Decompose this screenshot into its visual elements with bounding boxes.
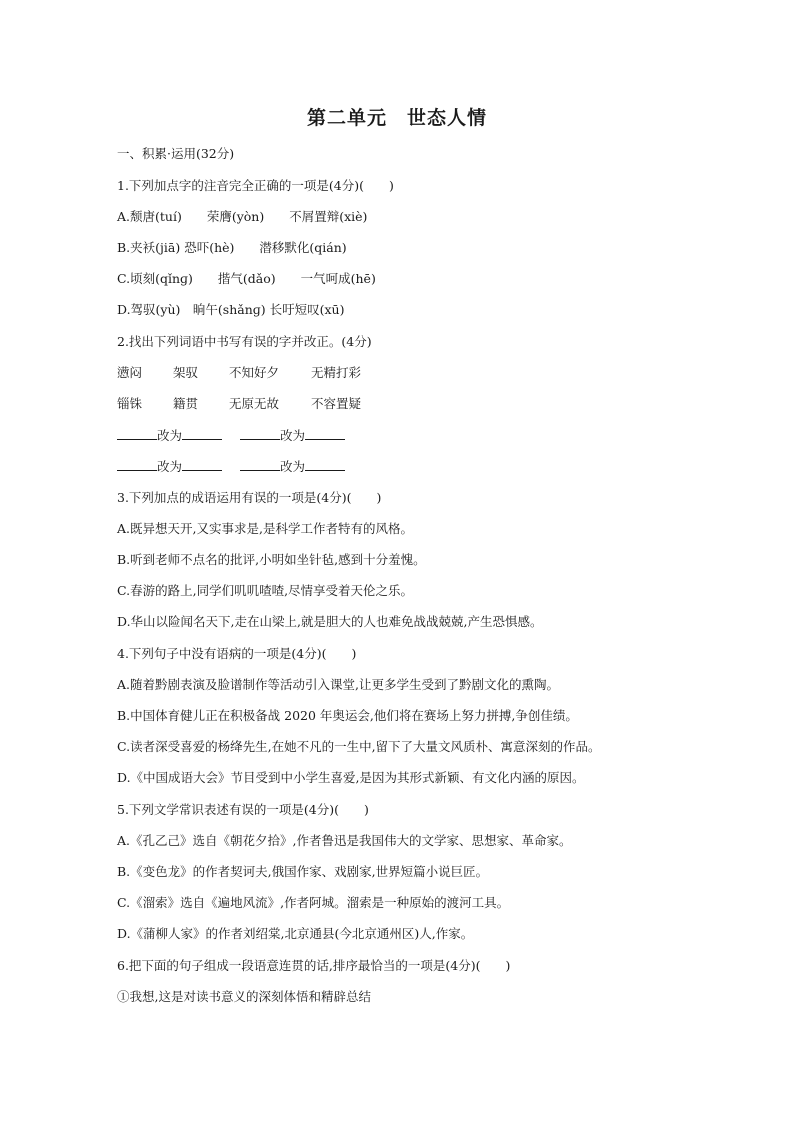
section-heading: 一、积累·运用(32分) (117, 146, 235, 161)
word: 锱铢 (117, 396, 143, 411)
question-3-option-a: A.既异想天开,又实事求是,是科学工作者特有的风格。 (117, 521, 413, 536)
question-5-option-b: B.《变色龙》的作者契诃夫,俄国作家、戏剧家,世界短篇小说巨匠。 (117, 864, 489, 879)
question-1-stem: 1.下列加点字的注音完全正确的一项是(4分)( ) (117, 178, 394, 193)
fill-label: 改为 (157, 428, 183, 443)
page-title: 第二单元 世态人情 (306, 107, 487, 129)
question-5-option-d: D.《蒲柳人家》的作者刘绍棠,北京通县(今北京通州区)人,作家。 (117, 926, 474, 941)
question-1-option-a: A.颓唐(tuí) 荣膺(yòn) 不屑置辩(xiè) (117, 209, 368, 224)
answer-blank[interactable] (182, 458, 222, 471)
question-6-stem: 6.把下面的句子组成一段语意连贯的话,排序最恰当的一项是(4分)( ) (117, 958, 511, 973)
question-1-option-d: D.驾驭(yù) 晌午(shǎnɡ) 长吁短叹(xū) (117, 302, 345, 317)
question-3-stem: 3.下列加点的成语运用有误的一项是(4分)( ) (117, 490, 382, 505)
answer-blank[interactable] (240, 427, 280, 440)
answer-blank[interactable] (117, 427, 157, 440)
answer-blank[interactable] (182, 427, 222, 440)
question-4-stem: 4.下列句子中没有语病的一项是(4分)( ) (117, 646, 357, 661)
question-2-word-row-1 (117, 364, 361, 382)
word: 籍贯 (173, 396, 199, 411)
word: 不容置疑 (311, 396, 362, 411)
question-3-option-c: C.春游的路上,同学们叽叽喳喳,尽情享受着天伦之乐。 (117, 583, 414, 598)
question-2-fill-row-1 (117, 427, 345, 445)
answer-blank[interactable] (117, 458, 157, 471)
word: 不知好夕 (229, 365, 280, 380)
fill-label: 改为 (280, 428, 306, 443)
word: 无原无故 (229, 396, 280, 411)
question-2-stem: 2.找出下列词语中书写有误的字并改正。(4分) (117, 334, 372, 349)
question-5-stem: 5.下列文学常识表述有误的一项是(4分)( ) (117, 802, 369, 817)
question-2-fill-row-2 (117, 458, 345, 476)
question-4-option-a: A.随着黔剧表演及脸谱制作等活动引入课堂,让更多学生受到了黔剧文化的熏陶。 (117, 677, 559, 692)
answer-blank[interactable] (305, 458, 345, 471)
question-4-option-d: D.《中国成语大会》节目受到中小学生喜爱,是因为其形式新颖、有文化内涵的原因。 (117, 770, 585, 785)
question-3-option-b: B.听到老师不点名的批评,小明如坐针毡,感到十分羞愧。 (117, 552, 426, 567)
answer-blank[interactable] (305, 427, 345, 440)
word: 架驭 (173, 365, 199, 380)
question-6-sentence-1: ①我想,这是对读书意义的深刻体悟和精辟总结 (117, 989, 371, 1004)
question-3-option-d: D.华山以险闻名天下,走在山梁上,就是胆大的人也难免战战兢兢,产生恐惧感。 (117, 614, 543, 629)
fill-label: 改为 (157, 459, 183, 474)
question-5-option-a: A.《孔乙己》选自《朝花夕拾》,作者鲁迅是我国伟大的文学家、思想家、革命家。 (117, 833, 572, 848)
question-4-option-c: C.读者深受喜爱的杨绛先生,在她不凡的一生中,留下了大量文风质朴、寓意深刻的作品。 (117, 739, 601, 754)
word: 懑闷 (117, 365, 143, 380)
question-1-option-c: C.顷刻(qǐnɡ) 揩气(dǎo) 一气呵成(hē) (117, 271, 376, 286)
fill-label: 改为 (280, 459, 306, 474)
question-2-word-row-2 (117, 395, 361, 413)
answer-blank[interactable] (240, 458, 280, 471)
question-1-option-b: B.夹袄(jiā) 恐吓(hè) 潜移默化(qián) (117, 240, 347, 255)
question-5-option-c: C.《溜索》选自《遍地风流》,作者阿城。溜索是一种原始的渡河工具。 (117, 895, 510, 910)
question-4-option-b: B.中国体育健儿正在积极备战 2020 年奥运会,他们将在赛场上努力拼搏,争创佳绩。 (117, 708, 578, 723)
word: 无精打彩 (311, 365, 362, 380)
